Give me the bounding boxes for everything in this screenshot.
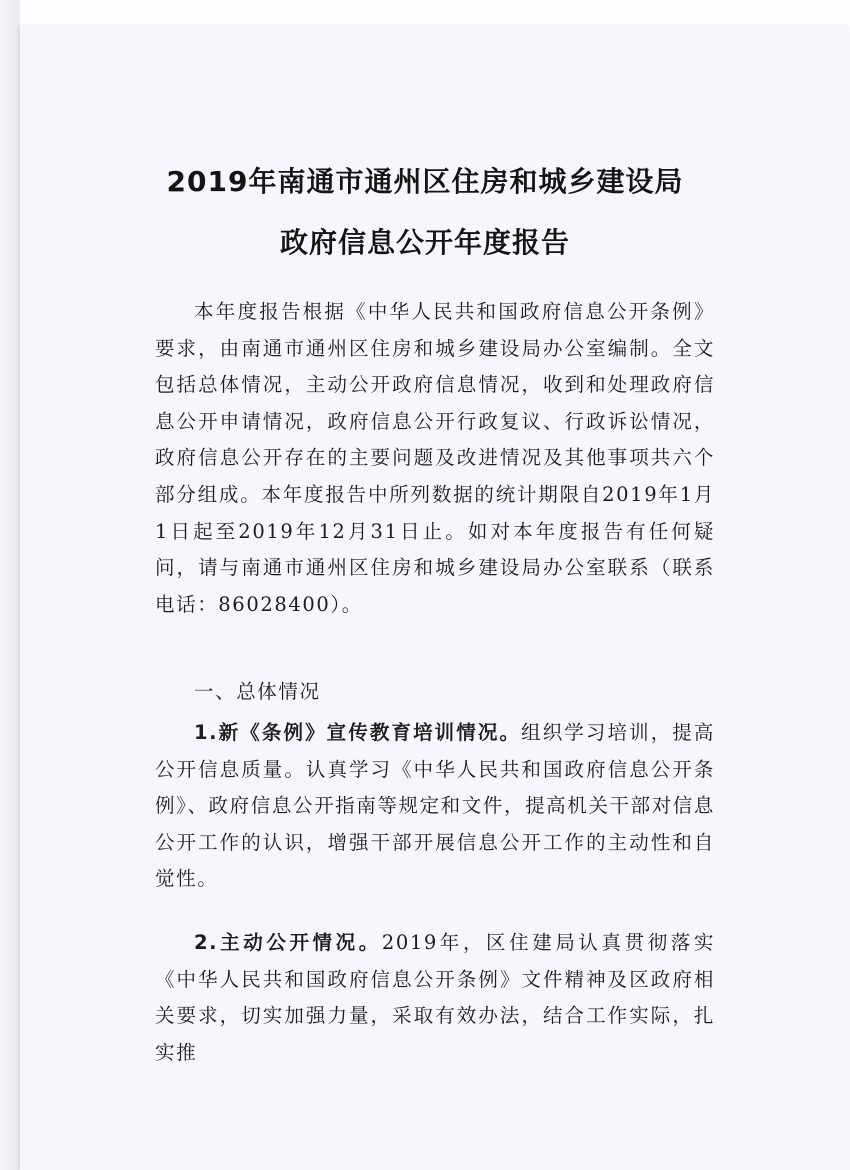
scan-top-edge bbox=[0, 0, 850, 26]
item-1-lead: 1.新《条例》宣传教育培训情况。 bbox=[194, 721, 522, 744]
item-2-lead: 2.主动公开情况。 bbox=[194, 931, 382, 954]
item-2-body: 2019年，区住建局认真贯彻落实《中华人民共和国政府信息公开条例》文件精神及区政府相关要求，切实加强力量，采取有效办法，结合工作实际，扎实推 bbox=[155, 931, 715, 1064]
report-title-line-1: 2019年南通市通州区住房和城乡建设局 bbox=[166, 165, 684, 198]
intro-paragraph: 本年度报告根据《中华人民共和国政府信息公开条例》要求，由南通市通州区住房和城乡建设局办公室编制。全文包括总体情况，主动公开政府信息情况，收到和处理政府信息公开申请情况，政府信息公开行政复议、行政诉讼情况，政府信息公开存在的主要问题及改进情况及其他事项共六个部分组成。本年度报告中所列数据的统计期限自2019年1月1日起至2019年12月31日止。如对本年度报告有任何疑问，请与南通市通州区住房和城乡建设局办公室联系（联系电话：86028400）。 bbox=[155, 300, 715, 616]
item-1-body: 组织学习培训，提高公开信息质量。认真学习《中华人民共和国政府信息公开条例》、政府信息公开指南等规定和文件，提高机关干部对信息公开工作的认识，增强干部开展信息公开工作的主动性和自觉性。 bbox=[155, 721, 715, 891]
item-2-paragraph bbox=[155, 925, 715, 1071]
report-title-line-2: 政府信息公开年度报告 bbox=[279, 226, 570, 259]
item-1-paragraph bbox=[155, 715, 715, 898]
section-heading-overview: 一、总体情况 bbox=[194, 680, 321, 703]
